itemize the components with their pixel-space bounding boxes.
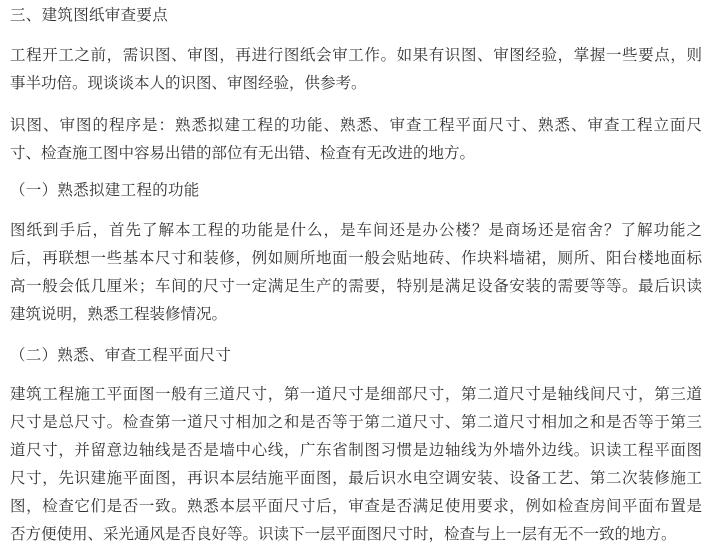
procedure-paragraph	[10, 111, 702, 167]
section-title: 三、建筑图纸审查要点	[10, 6, 169, 24]
plan-dimensions-line: 道尺寸，并留意边轴线是否是墙中心线，广东省制图习惯是边轴线为外墙外边线。识读工程平面图	[10, 441, 702, 459]
procedure-line: 识图、审图的程序是：熟悉拟建工程的功能、熟悉、审查工程平面尺寸、熟悉、审查工程立面尺	[10, 116, 702, 134]
plan-dimensions-paragraph	[10, 380, 702, 548]
plan-dimensions-line: 尺寸，先识建施平面图，再识本层结施平面图，最后识水电空调安装、设备工艺、第二次装修施工	[10, 469, 702, 487]
plan-dimensions-line: 图，检查它们是否一致。熟悉本层平面尺寸后，审查是否满足使用要求，例如检查房间平面布置是	[10, 497, 702, 515]
subsection-title-function: （一）熟悉拟建工程的功能	[10, 181, 200, 199]
function-line: 高一般会低几厘米；车间的尺寸一定满足生产的需要，特别是满足设备安装的需要等等。最后识读	[10, 277, 702, 295]
procedure-line: 寸、检查施工图中容易出错的部位有无出错、检查有无改进的地方。	[10, 144, 476, 162]
function-line: 建筑说明，熟悉工程装修情况。	[10, 305, 228, 323]
intro-line: 工程开工之前，需识图、审图，再进行图纸会审工作。如果有识图、审图经验，掌握一些要点，则	[10, 46, 702, 64]
function-line: 后，再联想一些基本尺寸和装修，例如厕所地面一般会贴地砖、作块料墙裙，厕所、阳台楼地面标	[10, 249, 702, 267]
subsection-title-plan-dimensions: （二）熟悉、审查工程平面尺寸	[10, 346, 232, 364]
function-paragraph	[10, 216, 702, 328]
plan-dimensions-line: 尺寸是总尺寸。检查第一道尺寸相加之和是否等于第二道尺寸、第二道尺寸相加之和是否等于第三	[10, 413, 702, 431]
function-line: 图纸到手后，首先了解本工程的功能是什么，是车间还是办公楼？是商场还是宿舍？了解功能之	[10, 221, 702, 239]
intro-line: 事半功倍。现谈谈本人的识图、审图经验，供参考。	[10, 74, 367, 92]
intro-paragraph	[10, 41, 702, 97]
plan-dimensions-line: 否方便使用、采光通风是否良好等。识读下一层平面图尺寸时，检查与上一层有无不一致的地方。	[10, 525, 677, 543]
plan-dimensions-line: 建筑工程施工平面图一般有三道尺寸，第一道尺寸是细部尺寸，第二道尺寸是轴线间尺寸，第三道	[10, 385, 702, 403]
